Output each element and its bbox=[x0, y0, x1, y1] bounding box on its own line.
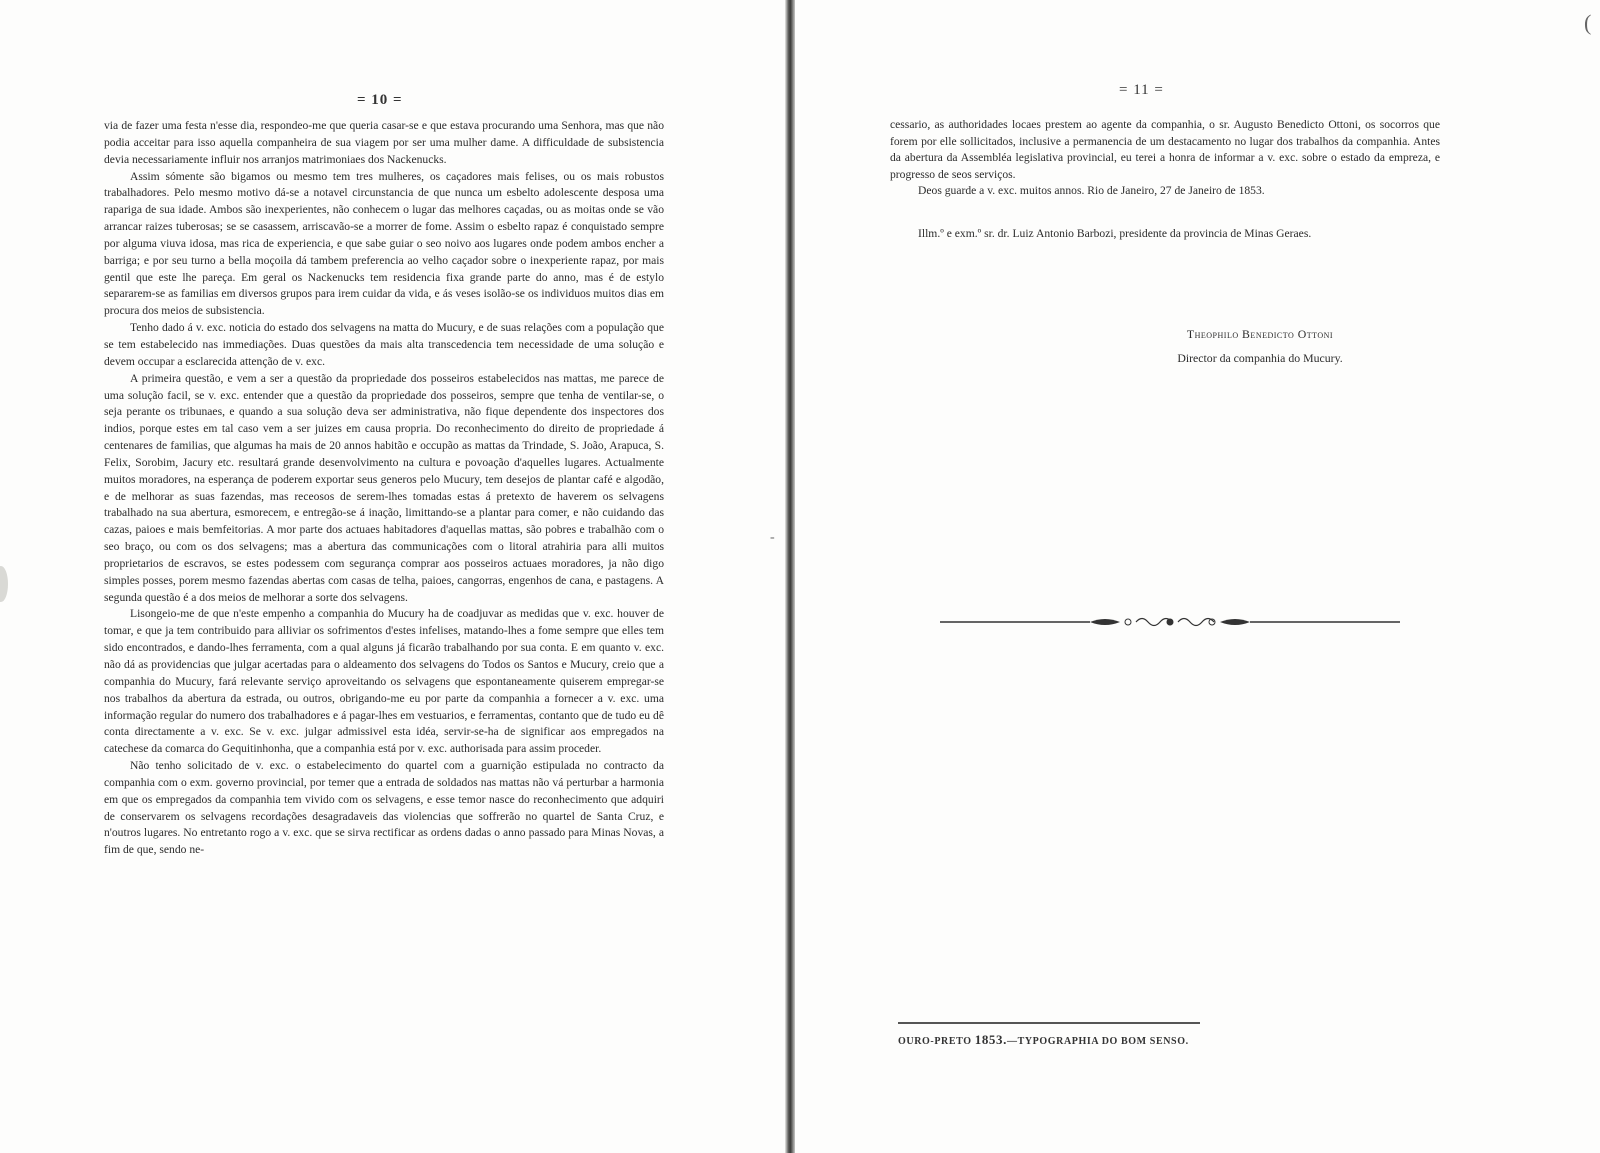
paragraph: Não tenho solicitado de v. exc. o estabelecimento do quartel com a guarnição estipulada no contracto da companhia com o exm. governo provincial, por temer que a entrada de soldados nas mattas não vá perturbar a harmonia em que os empregados da companhia tem vivido com os selvagens, e esse temor nasce do reconhecimento que adquiri de conservarem os selvagens recordações desagradaveis das violencias que soffrerão no quartel de Santa Cruz, e n'outros lugares. No entretanto rogo a v. exc. que se sirva rectificar as ordens dadas o anno passado para Minas Novas, a fim de que, sendo ne- bbox=[104, 759, 664, 857]
paragraph: A primeira questão, e vem a ser a questão da propriedade dos posseiros estabelecidos nas mattas, me parece de uma solução facil, se v. exc. entender que a questão da propriedade dos posseiros, sempre que tenha de ventilar-se, o seja perante os tribunaes, e quando a sua solução deva ser administrativa, não fique dependente dos inspectores dos indios, porque estes em tal caso vem a ser juizes em causa propria. Do reconhecimento do direito de propriedade á centenares de familias, que algumas ha mais de 20 annos habitão e occupão as mattas da Trindade, S. João, Arapuca, S. Felix, Sorobim, Jacury etc. resultará grande desenvolvimento na cultura e povoação d'aquelles lugares. Actualmente muitos moradores, na esperança de poderem exportar seus generos pelo Mucury, tem desejos de plantar café e algodão, e de melhorar as suas fazendas, mas receosos de serem-lhes tomadas estas á pretexto de haverem os selvagens trabalhado na sua abertura, esmorecem, e entregão-se á inação, limittando-se a plantar para comer, e não cuidando das cazas, paioes e mais bemfeitorias. A mor parte dos actuaes habitadores d'aquellas mattas, são pobres e trabalhão com o seo braço, ou com os dos selvagens; mas a abertura das communicações com o litoral atrahiria para alli muitos proprietarios de escravos, se estes podessem com segurança comprar aos posseiros actuaes moradores, ja não digo simples posses, porem mesmo fazendas abertas com casas de telha, paioes, cangorras, engenhos de cana, e pastagens. A segunda questão é a dos meios de melhorar a sorte dos selvagens. bbox=[104, 371, 664, 604]
edge-mark: ( bbox=[1584, 10, 1592, 35]
paragraph: Tenho dado á v. exc. noticia do estado dos selvagens na matta do Mucury, e de suas relações com a população que se tem estabelecido nas immediações. Duas questões da mais alta transcedencia tem necessidade de uma solução e devem occupar a esclarecida attenção de v. exc. bbox=[104, 321, 664, 368]
paragraph: via de fazer uma festa n'esse dia, respondeo-me que queria casar-se e que estava procurando uma Senhora, mas que não podia acceitar para isso aquella companheira de sua viagem por ser uma mulher dame. A difficuldade de subsistencia devia necessariamente influir nos arranjos matrimoniaes dos Nackenucks. bbox=[104, 119, 664, 166]
paragraph: Lisongeio-me de que n'este empenho a companhia do Mucury ha de coadjuvar as medidas que v. exc. houver de tomar, e que ja tem contribuido para alliviar os sofrimentos d'estes infelises, matando-lhes a fome sempre que elles tem sido encontrados, e dando-lhes ferramenta, com a qual alguns já ficarão trabalhando por sua conta. E em quanto v. exc. não dá as providencias que julgar acertadas para o aldeamento dos selvagens do Todos os Santos e Mucury, creio que a companhia do Mucury, fará relevante serviço aproveitando os selvagens que espontaneamente quiserem empregar-se nos trabalhos da abertura da estrada, ou outros, obrigando-me eu por parte da companhia a fornecer a v. exc. uma informação regular do numero dos trabalhadores e á pagar-lhes em vestuarios, e ferramentas, contanto que de tudo eu dê conta directamente a v. exc. Se v. exc. julgar admissivel esta idéa, servir-se-ha de significar aos empregados na catechese da comarca do Gequitinhonha, que a companhia está por v. exc. authorisada para assim proceder. bbox=[104, 607, 664, 756]
left-page-body bbox=[104, 118, 664, 859]
imprint-rule bbox=[898, 1022, 1200, 1024]
ornament-divider-icon bbox=[940, 612, 1400, 632]
signature-title: Director da companhia do Mucury. bbox=[1177, 351, 1343, 365]
paragraph: cessario, as authoridades locaes prestem ao agente da companhia, o sr. Augusto Benedicto Ottoni, os socorros que forem por elle sollicitados, inclusive a permanencia de um destacamento no lugar dos trabalhos da companhia. Antes da abertura da Assembléa legislativa provincial, eu terei a honra de informar a v. exc. sobre o estado da empreza, e progresso de seos serviços. bbox=[890, 118, 1440, 181]
page-number-left: = 10 = bbox=[357, 92, 403, 108]
page-number-right: = 11 = bbox=[1119, 82, 1164, 98]
imprint-place: OURO-PRETO bbox=[898, 1036, 972, 1047]
signature-name: Theophilo Benedicto Ottoni bbox=[1186, 327, 1334, 341]
book-gutter bbox=[785, 0, 795, 1153]
right-page-body bbox=[890, 117, 1440, 200]
imprint-year: 1853. bbox=[974, 1032, 1007, 1047]
imprint bbox=[898, 1032, 1238, 1048]
paragraph: Assim sómente são bigamos ou mesmo tem tres mulheres, os caçadores mais felises, ou os mais robustos trabalhadores. Pelo mesmo motivo dá-se a notavel circunstancia de que nunca um esbelto adolescente desposa uma rapariga de sua idade. Ambos são inexperientes, não conhecem o lugar das melhores caçadas, ou as moitas onde se vão arrancar raizes tuberosas; se se casassem, arriscavão-se a morrer de fome. Assim o esbelto rapaz é conquistado sempre por alguma viuva idosa, mas rica de experiencia, e que sabe guiar o seo noivo aos lugares onde podem ambos encher a barriga; e por seu turno a bella moçoila dá tambem preferencia ao velho caçador sobre o inexperiente rapaz, por mais gentil que este lhe pareça. Em geral os Nackenucks tem residencia fixa grande parte do anno, mas é de estylo separarem-se as familias em diversos grupos para irem cuidar da vida, e ás veses isolão-se os individuos muitos dias em procura dos meios de subsistencia. bbox=[104, 169, 664, 318]
edge-mark: - bbox=[770, 530, 775, 545]
left-page bbox=[0, 0, 785, 1153]
signature-block bbox=[1120, 322, 1400, 370]
addressee: Illm.º e exm.º sr. dr. Luiz Antonio Barbozi, presidente da provincia de Minas Geraes. bbox=[918, 227, 1312, 240]
imprint-press: —TYPOGRAPHIA DO BOM SENSO. bbox=[1006, 1036, 1189, 1047]
binding-hole bbox=[0, 566, 8, 602]
closing-line: Deos guarde a v. exc. muitos annos. Rio de Janeiro, 27 de Janeiro de 1853. bbox=[918, 184, 1265, 197]
